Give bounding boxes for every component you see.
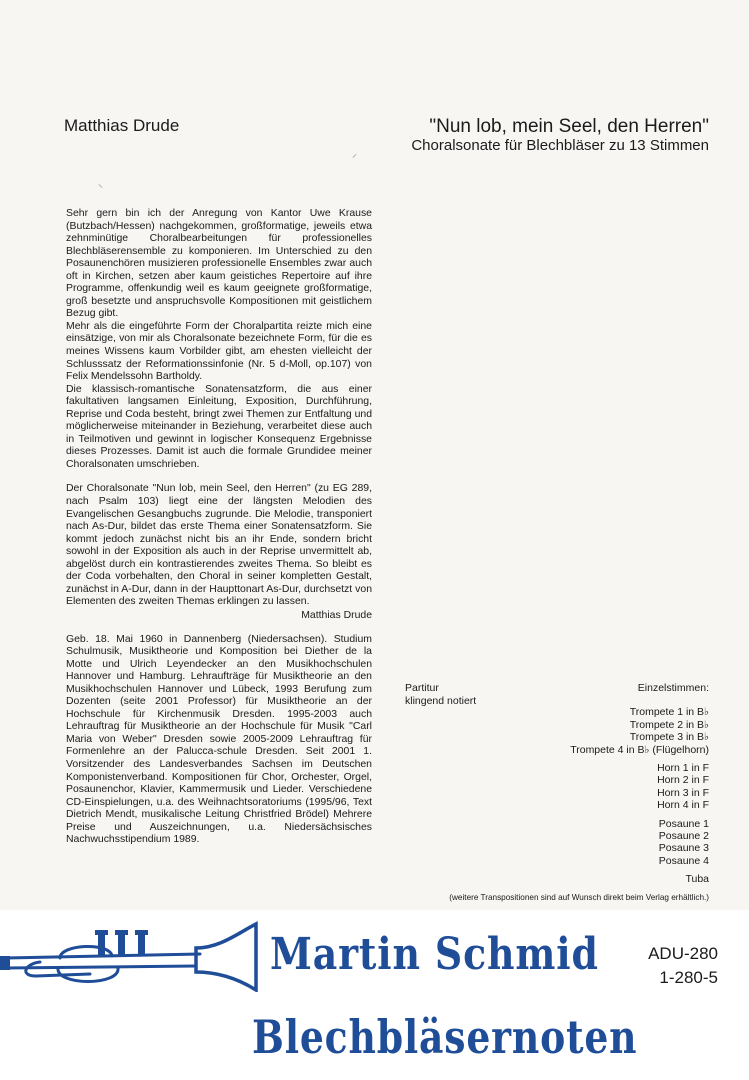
publisher-name: Martin Schmid bbox=[270, 929, 599, 980]
part-item: Trompete 3 in B♭ bbox=[629, 731, 709, 744]
trumpet-parts bbox=[429, 706, 709, 756]
part-item: Posaune 3 bbox=[658, 842, 709, 855]
intro-paragraph: Sehr gern bin ich der Anregung von Kantor Uwe Krause (Butzbach/Hessen) nachgekommen, großformatige, jeweils etwa zehnminütige Choralbearbeitungen für professionelles Blechbläserensemble zu komponieren. Im Unterschied zu den Posaunenchören musizieren professionelle Ensembles zwar auch oft in Kirchen, setzen aber kaum geistiches Repertoire auf ihre Programme, offenkundig weil es kaum geeignete großformatige, groß besetzte und anspruchsvolle Kompositionen mit geistlichem Bezug gibt. bbox=[66, 208, 372, 320]
work-paragraph: Der Choralsonate "Nun lob, mein Seel, den Herren" (zu EG 289, nach Psalm 103) liegt eine der längsten Melodien des Evangelischen Gesangbuchs zugrunde. Die Melodie, transponiert nach As-Dur, bildet das erste Thema einer Sonatensatzform. Sie kommt jedoch zunächst nicht bis an ihr Ende, sondern bricht sowohl in der Exposition als auch in der Reprise unvermittelt ab, abgelöst durch ein kontrastierendes zweites Thema. So bleibt es der Coda vorbehalten, den Choral in seiner kompletten Gestalt, zunächst in A-Dur, dann in der Haupttonart As-Dur, durchsetzt von Elementen des zweiten Themas erklingen zu lassen. bbox=[66, 483, 372, 608]
partitur-label: Partitur bbox=[405, 682, 439, 694]
title-block bbox=[411, 116, 709, 155]
scan-speck: ⸜ bbox=[98, 179, 103, 190]
parts-heading: Einzelstimmen: bbox=[637, 682, 709, 694]
part-item: Posaune 2 bbox=[658, 830, 709, 843]
text-column bbox=[66, 208, 372, 847]
part-item-tuba: Tuba bbox=[685, 873, 709, 886]
sonata-paragraph: Die klassisch-romantische Sonatensatzform, die aus einer fakultativen langsamen Einleitung, Exposition, Durchführung, Reprise und Coda besteht, bringt zwei Themen zur Entfaltung und möglicherweise miteinander in Beziehung, verarbeitet diese auch in Teilmotiven und gewinnt in logischer Konsequenz Ergebnisse dieses Prozesses. Damit ist auch die formale Grundidee meiner Choralsonaten umschrieben. bbox=[66, 383, 372, 470]
part-item: Trompete 4 in B♭ (Flügelhorn) bbox=[570, 743, 709, 756]
composer-name: Matthias Drude bbox=[64, 116, 180, 135]
part-item: Horn 1 in F bbox=[657, 762, 709, 775]
signature: Matthias Drude bbox=[301, 609, 372, 621]
horn-parts bbox=[429, 762, 709, 812]
publisher-tagline: Blechbläsernoten bbox=[252, 1010, 638, 1064]
part-item: Horn 2 in F bbox=[657, 774, 709, 787]
biography: Geb. 18. Mai 1960 in Dannenberg (Niedersachsen). Studium Schulmusik, Musiktheorie und Komposition bei Diether de la Motte und Ulrich Leyendecker an den Musikhochschulen Hannover und Hamburg. Lehraufträge für Musiktheorie an den Musikhochschulen Hannover und Lübeck, 1993 Berufung zum Dozenten (seite 2001 Professor) für Musiktheorie an der Hochschule für Kirchenmusik Dresden. 1995-2003 auch Lehrauftrag für Musiktheorie an der Hochschule für Musik "Carl Maria von Weber" Dresden sowie 2005-2009 Lehrauftrag für Formenlehre an der Palucca-schule Dresden. Seit 2001 1. Vorsitzender des Landesverbandes Sachsen im Deutschen Komponistenverband. Kompositionen für Chor, Orchester, Orgel, Posaunenchor, Klavier, Kammermusik und Lieder. Verschiedene CD-Einspielungen, u.a. des Weihnachtsoratoriums (1995/96, Text Dietrich Mendt, musikalische Leitung Christfried Brödel) Mehrere Preise und Auszeichnungen, u.a. Niedersächsisches Nachwuchsstipendium 1989. bbox=[66, 633, 372, 846]
edition-number: 1-280-5 bbox=[659, 968, 718, 987]
trombone-parts bbox=[429, 818, 709, 868]
trumpet-icon bbox=[0, 918, 270, 992]
transposition-note: (weitere Transpositionen sind auf Wunsch direkt beim Verlag erhältlich.) bbox=[449, 892, 709, 902]
part-item: Posaune 4 bbox=[658, 854, 709, 867]
scan-speck: ⸝ bbox=[352, 149, 357, 160]
work-title: "Nun lob, mein Seel, den Herren" bbox=[429, 116, 709, 137]
work-subtitle: Choralsonate für Blechbläser zu 13 Stimmen bbox=[411, 137, 709, 154]
catalog-number: ADU-280 bbox=[648, 944, 718, 963]
part-item: Horn 4 in F bbox=[657, 799, 709, 812]
form-paragraph: Mehr als die eingeführte Form der Choralpartita reizte mich eine einsätzige, von mir als Choralsonate bezeichnete Form, für die es meines Wissens kaum Vorbilder gibt, am ehesten vielleicht der Schlusssatz der Reformationssinfonie (Nr. 5 d-Moll, op.107) von Felix Mendelssohn Bartholdy. bbox=[66, 320, 372, 383]
part-item: Trompete 1 in B♭ bbox=[629, 706, 709, 719]
partitur-sub: klingend notiert bbox=[405, 695, 477, 707]
parts-list bbox=[429, 682, 709, 904]
part-item: Horn 3 in F bbox=[657, 786, 709, 799]
part-item: Trompete 2 in B♭ bbox=[629, 718, 709, 731]
part-item: Posaune 1 bbox=[658, 817, 709, 830]
